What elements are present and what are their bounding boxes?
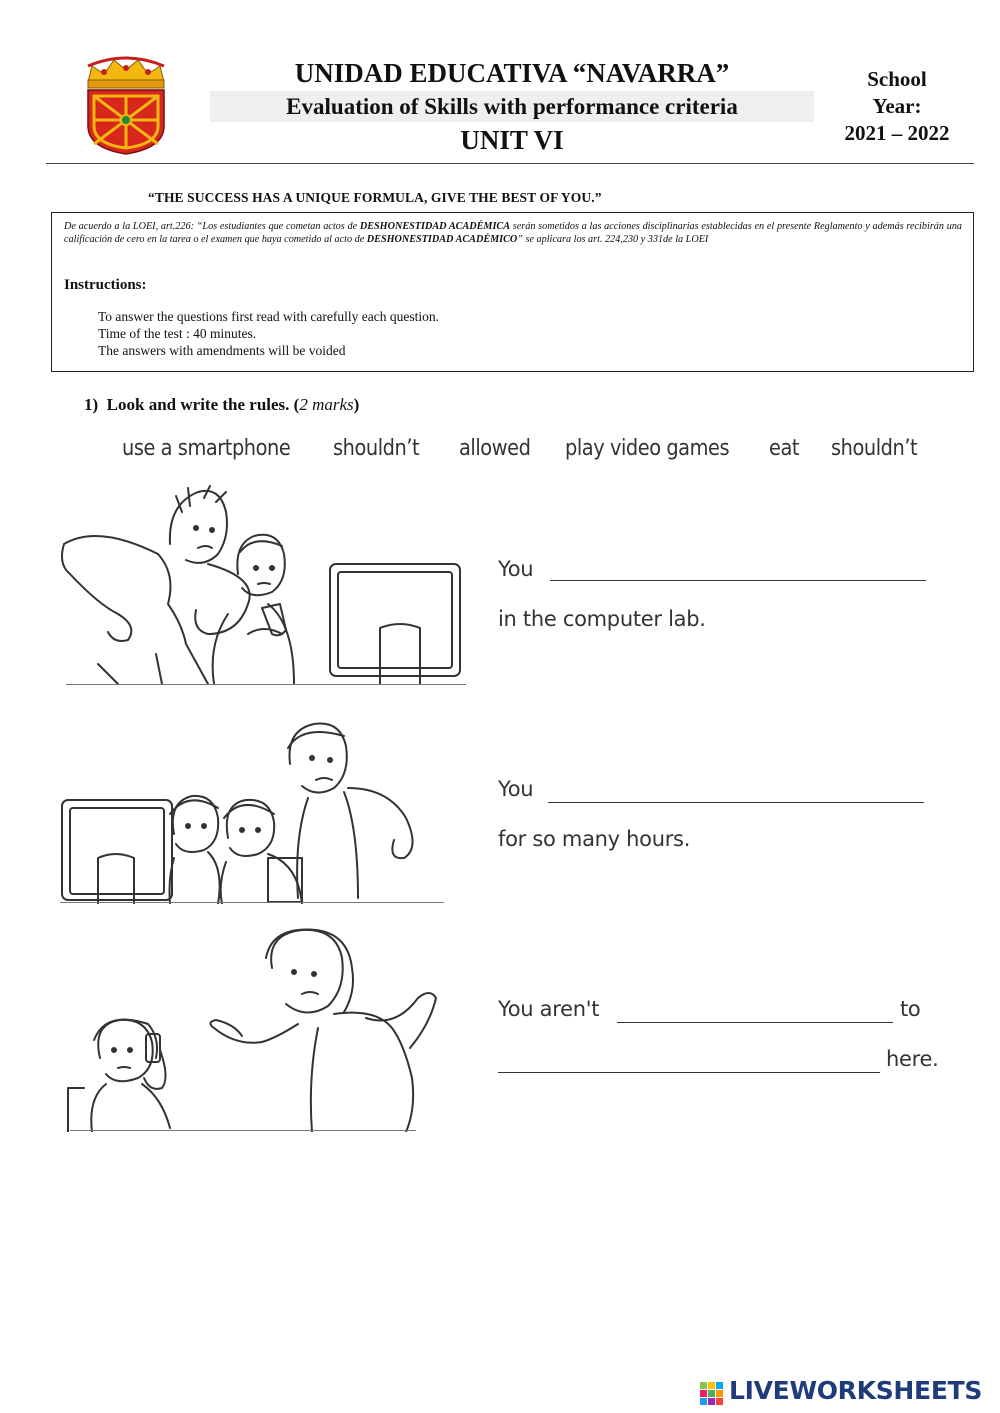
liveworksheets-watermark: LIVEWORKSHEETS (729, 1376, 983, 1405)
motto: “THE SUCCESS HAS A UNIQUE FORMULA, GIVE THE BEST OF YOU.” (148, 190, 602, 205)
question-text: Look and write the rules. ( (106, 395, 300, 414)
exercise-1-line2: in the computer lab. (498, 607, 706, 631)
evaluation-title: Evaluation of Skills with performance criteria (210, 91, 814, 122)
exercise-2-you: You (498, 777, 534, 801)
loei-text-3: ” se aplicara los art. 224,230 y 331de la LOEI (517, 234, 709, 245)
loei-notice (64, 220, 962, 246)
header-divider (46, 163, 974, 164)
word-bank-item[interactable]: play video games (565, 436, 730, 461)
school-name: UNIDAD EDUCATIVA “NAVARRA” (294, 58, 730, 88)
illustration-eating-phone (66, 928, 438, 1132)
illustration-video-games (58, 718, 448, 904)
exercise-2-blank[interactable] (548, 802, 924, 803)
loei-text-1: De acuerdo a la LOEI, art.226: “Los estudiantes que cometan actos de (64, 221, 360, 232)
question-close: ) (353, 395, 360, 414)
exercise-3-to: to (900, 997, 921, 1021)
loei-bold-1: DESHONESTIDAD ACADÉMICA (359, 221, 511, 232)
illustration-baseline (70, 1130, 416, 1131)
unit-title: UNIT VI (460, 125, 564, 155)
instruction-item: To answer the questions first read with carefully each question. (98, 309, 439, 324)
school-crest-icon (78, 52, 174, 156)
loei-bold-2: DESHONESTIDAD ACADÉMICO (366, 234, 518, 245)
school-year (832, 66, 962, 147)
question-number: 1) (84, 395, 99, 414)
exercise-3-blank-1[interactable] (617, 1022, 893, 1023)
instructions-title: Instructions: (64, 277, 147, 293)
year-label-1: School (867, 67, 927, 91)
loei-text-2: serán sometidos a las acciones disciplinarias establecidas en el presente Reglamento y además recibirán una calificación de cero en la tarea o el examen que haya cometido al acto de (64, 221, 963, 245)
instruction-item: The answers with amendments will be voided (98, 343, 346, 358)
illustration-smartphone-lab (58, 484, 468, 686)
exercise-1-you: You (498, 557, 534, 581)
question-marks: 2 marks (299, 395, 354, 414)
word-bank-item[interactable]: allowed (459, 436, 531, 461)
word-bank-item[interactable]: shouldn’t (831, 436, 918, 461)
exercise-3-here: here. (886, 1047, 939, 1071)
exercise-2-line2: for so many hours. (498, 827, 691, 851)
illustration-baseline (66, 684, 466, 685)
word-bank-item[interactable]: use a smartphone (122, 436, 291, 461)
word-bank-item[interactable]: eat (769, 436, 800, 461)
exercise-1-blank[interactable] (550, 580, 926, 581)
liveworksheets-logo-icon (698, 1378, 726, 1408)
year-value: 2021 – 2022 (844, 121, 950, 145)
illustration-baseline (60, 902, 444, 903)
word-bank-item[interactable]: shouldn’t (333, 436, 420, 461)
year-label-2: Year: (872, 94, 922, 118)
instruction-item: Time of the test : 40 minutes. (98, 326, 257, 341)
exercise-3-blank-2[interactable] (498, 1072, 880, 1073)
exercise-3-you-arent: You aren't (498, 997, 600, 1021)
question-1-heading (84, 395, 359, 415)
